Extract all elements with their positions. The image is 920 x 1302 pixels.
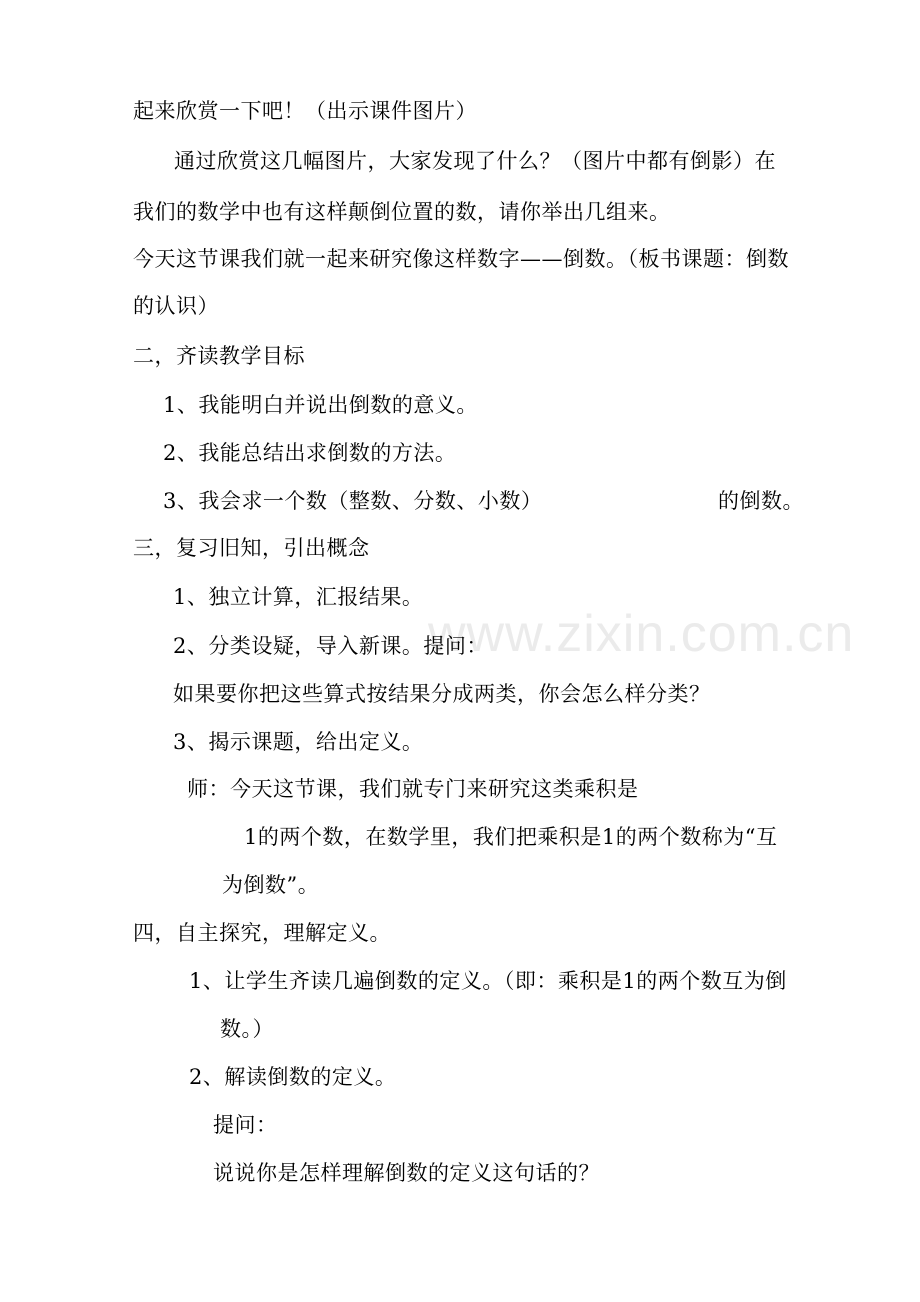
list-item: 1、我能明白并说出倒数的意义。 bbox=[163, 393, 478, 417]
list-item: 3、我会求一个数（整数、分数、小数） bbox=[163, 489, 543, 513]
text-line: 我们的数学中也有这样颠倒位置的数，请你举出几组来。 bbox=[133, 200, 671, 224]
text-line: 今天这节课我们就一起来研究像这样数字——倒数。（板书课题：倒数 bbox=[133, 247, 789, 271]
list-item: 3、揭示课题，给出定义。 bbox=[173, 730, 424, 754]
text-line: 师：今天这节课，我们就专门来研究这类乘积是 bbox=[187, 777, 639, 801]
text-line: 如果要你把这些算式按结果分成两类，你会怎么样分类？ bbox=[173, 682, 711, 706]
section-heading: 二，齐读教学目标 bbox=[133, 344, 305, 368]
text-line: 的认识） bbox=[133, 294, 219, 318]
text-line: 提问： bbox=[213, 1113, 278, 1137]
text-line: 说说你是怎样理解倒数的定义这句话的？ bbox=[213, 1161, 600, 1185]
list-item: 2、我能总结出求倒数的方法。 bbox=[163, 441, 457, 465]
list-item: 2、分类设疑，导入新课。提问： bbox=[173, 634, 488, 658]
text-line: 1的两个数，在数学里，我们把乘积是1的两个数称为“互 bbox=[244, 825, 778, 849]
text-line: 起来欣赏一下吧！（出示课件图片） bbox=[133, 99, 477, 123]
text-line: 通过欣赏这几幅图片，大家发现了什么？（图片中都有倒影）在 bbox=[174, 149, 776, 173]
text-line: 数。） bbox=[220, 1017, 274, 1041]
list-item: 1、独立计算，汇报结果。 bbox=[173, 585, 424, 609]
list-item: 2、解读倒数的定义。 bbox=[189, 1065, 397, 1089]
list-item: 1、让学生齐读几遍倒数的定义。（即：乘积是1的两个数互为倒 bbox=[189, 969, 787, 993]
section-heading: 四，自主探究，理解定义。 bbox=[133, 921, 391, 945]
watermark: www.zixin.com.cn bbox=[428, 605, 855, 663]
list-item-tail: 的倒数。 bbox=[718, 489, 804, 513]
section-heading: 三，复习旧知，引出概念 bbox=[133, 536, 370, 560]
text-line: 为倒数”。 bbox=[222, 873, 320, 897]
